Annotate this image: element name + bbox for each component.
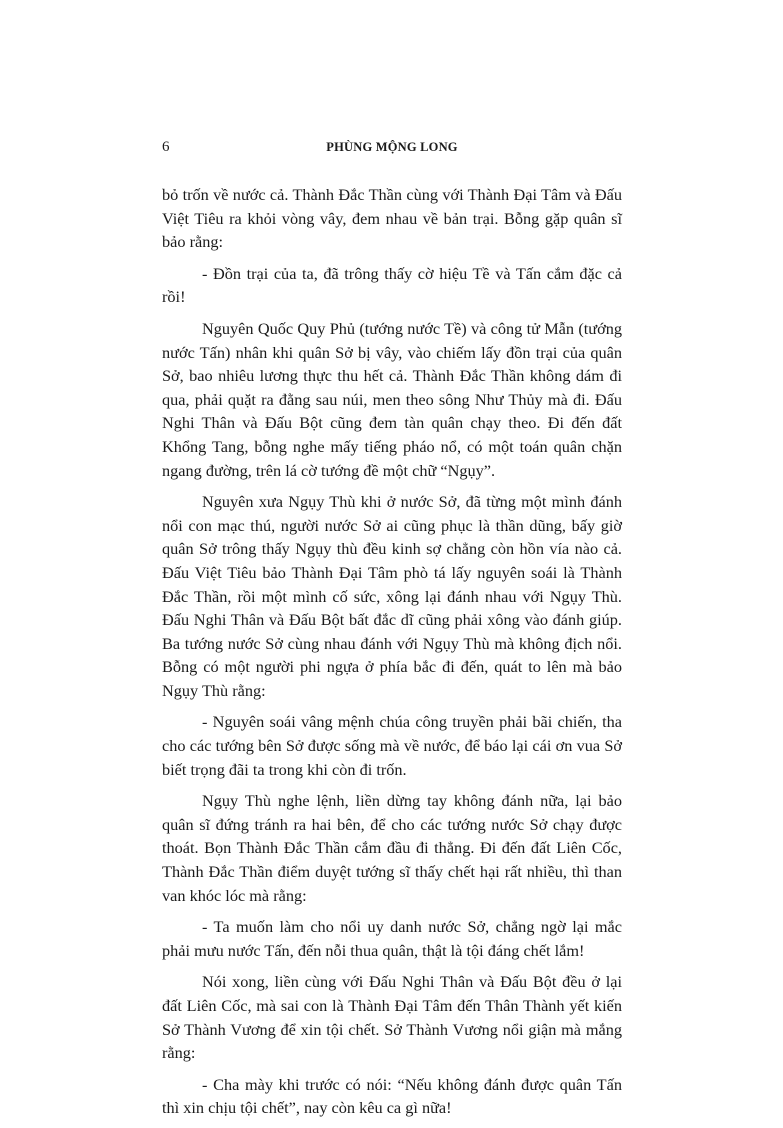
paragraph: Nguyên xưa Ngụy Thù khi ở nước Sở, đã từng một mình đánh nổi con mạc thú, người nước Sở ai cũng phục là thần dũng, bấy giờ quân Sở trông thấy Ngụy thù đều kinh sợ chẳng còn hồn vía nào cả. Đấu Việt Tiêu bảo Thành Đại Tâm phò tá lấy nguyên soái là Thành Đắc Thần, rồi một mình cố sức, xông lại đánh nhau với Ngụy Thù. Đấu Nghi Thân và Đấu Bột bất đắc dĩ cũng phải xông vào đánh giúp. Ba tướng nước Sở cùng nhau đánh với Ngụy Thù mà không địch nổi. Bỗng có một người phi ngựa ở phía bắc đi đến, quát to lên mà bảo Ngụy Thù rằng: [162, 492, 622, 700]
paragraph: Nguyên Quốc Quy Phủ (tướng nước Tề) và công tử Mẫn (tướng nước Tấn) nhân khi quân Sở bị vây, vào chiếm lấy đồn trại của quân Sở, bao nhiêu lương thực thu hết cả. Thành Đắc Thần không dám đi qua, phải quặt ra đằng sau núi, men theo sông Như Thủy mà đi. Đấu Nghi Thân và Đấu Bột cũng đem tàn quân chạy theo. Đi đến đất Khổng Tang, bỗng nghe mấy tiếng pháo nổ, có một toán quân chặn ngang đường, trên lá cờ tướng đề một chữ “Ngụy”. [162, 318, 622, 480]
paragraph: bỏ trốn về nước cả. Thành Đắc Thần cùng với Thành Đại Tâm và Đấu Việt Tiêu ra khỏi vòng vây, đem nhau về bản trại. Bỗng gặp quân sĩ bảo rằng: [162, 185, 622, 252]
page-number: 6 [162, 139, 170, 155]
paragraph: - Ta muốn làm cho nổi uy danh nước Sở, chẳng ngờ lại mắc phải mưu nước Tấn, đến nỗi thua quân, thật là tội đáng chết lắm! [162, 917, 622, 960]
paragraph: - Đồn trại của ta, đã trông thấy cờ hiệu Tề và Tấn cắm đặc cả rồi! [162, 263, 622, 307]
page-body [162, 183, 622, 1128]
paragraph: Nói xong, liền cùng với Đấu Nghi Thân và Đấu Bột đều ở lại đất Liên Cốc, mà sai con là Thành Đại Tâm đến Thân Thành yết kiến Sở Thành Vương để xin tội chết. Sở Thành Vương nổi giận mà mắng rằng: [162, 972, 622, 1063]
paragraph: - Cha mày khi trước có nói: “Nếu không đánh được quân Tấn thì xin chịu tội chết”, nay còn kêu ca gì nữa! [162, 1074, 622, 1118]
paragraph: - Nguyên soái vâng mệnh chúa công truyền phải bãi chiến, tha cho các tướng bên Sở được sống mà về nước, để báo lại cái ơn vua Sở biết trọng đãi ta trong khi còn đi trốn. [162, 712, 622, 779]
paragraph: Ngụy Thù nghe lệnh, liền dừng tay không đánh nữa, lại bảo quân sĩ đứng tránh ra hai bên, để cho các tướng nước Sở chạy được thoát. Bọn Thành Đắc Thần cắm đầu đi thẳng. Đi đến đất Liên Cốc, Thành Đắc Thần điểm duyệt tướng sĩ thấy chết hại rất nhiều, thì than van khóc lóc mà rằng: [162, 791, 622, 905]
running-title: PHÙNG MỘNG LONG [326, 140, 458, 154]
page-header [162, 139, 622, 159]
